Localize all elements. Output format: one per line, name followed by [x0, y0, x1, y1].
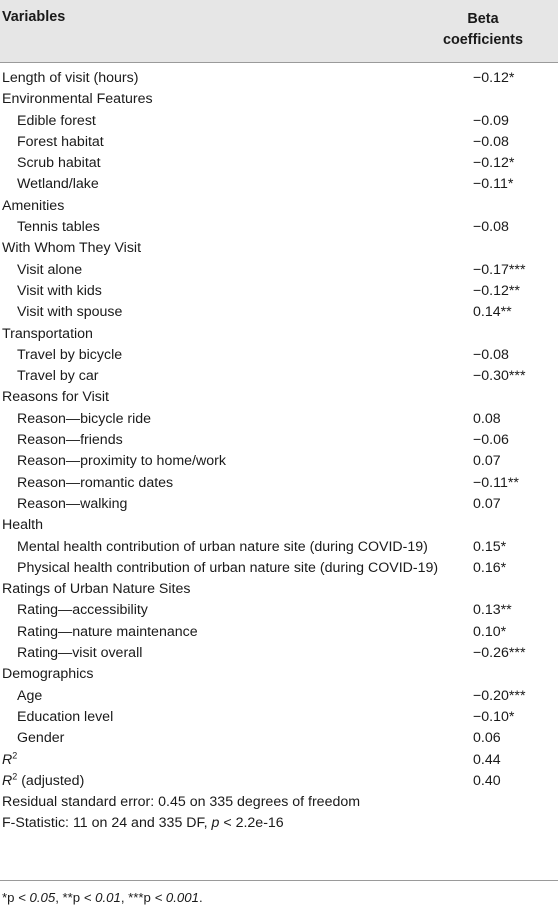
section-heading: Ratings of Urban Nature Sites [2, 581, 191, 598]
beta-value: −0.11* [473, 176, 514, 193]
section-heading-row [0, 196, 558, 217]
variable-label: Physical health contribution of urban nature site (during COVID-19) [17, 559, 439, 576]
variable-label: Rating—nature maintenance [17, 623, 198, 640]
beta-value: −0.11** [473, 474, 519, 491]
section-heading: Reasons for Visit [2, 389, 109, 406]
variable-label: Edible forest [17, 112, 96, 129]
section-heading-row [0, 89, 558, 110]
table-body [0, 68, 558, 835]
variable-label: Gender [17, 730, 65, 747]
variable-label: Travel by car [17, 368, 99, 385]
section-heading-row [0, 515, 558, 536]
beta-value: −0.20*** [473, 687, 526, 704]
variable-label: Visit alone [17, 261, 83, 278]
beta-value: 0.07 [473, 453, 501, 470]
variable-row [0, 260, 558, 281]
beta-value: −0.10* [473, 708, 515, 725]
r2-value: 0.44 [473, 751, 501, 768]
variable-label: Wetland/lake [17, 176, 99, 193]
residual-text: Residual standard error: 0.45 on 335 degrees of freedom [2, 794, 361, 811]
variable-row [0, 302, 558, 323]
variable-label: Reason—friends [17, 432, 123, 449]
fn-end: . [198, 890, 203, 905]
variable-row [0, 643, 558, 664]
variable-row [0, 622, 558, 643]
variable-label: Travel by bicycle [17, 346, 123, 363]
variable-row [0, 707, 558, 728]
significance-footnote [2, 890, 203, 905]
variable-label: Rating—accessibility [17, 602, 148, 619]
fn-level-1: < 0.05 [18, 890, 56, 905]
r2-row [0, 750, 558, 771]
variable-row [0, 600, 558, 621]
fn-level-2: < 0.01 [83, 890, 121, 905]
r2-adjusted-row [0, 771, 558, 792]
variable-row [0, 132, 558, 153]
variable-label: Rating—visit overall [17, 645, 143, 662]
variable-row [0, 68, 558, 89]
variable-label: Reason—walking [17, 495, 128, 512]
r2-adjusted-label [0, 771, 440, 792]
variable-label: Scrub habitat [17, 155, 101, 172]
section-heading: Health [2, 517, 44, 534]
variable-label: Visit with spouse [17, 304, 123, 321]
r2-adjusted-symbol: R [2, 772, 13, 789]
section-heading-row [0, 324, 558, 345]
beta-value: 0.13** [473, 602, 512, 619]
variable-row [0, 686, 558, 707]
variable-row [0, 430, 558, 451]
variable-row [0, 494, 558, 515]
beta-value: 0.06 [473, 730, 501, 747]
variable-label: Reason—romantic dates [17, 474, 174, 491]
beta-value: −0.12** [473, 282, 520, 299]
beta-value: −0.06 [473, 432, 509, 449]
section-heading-row [0, 387, 558, 408]
section-heading: Demographics [2, 666, 94, 683]
fn-part-2: , **p [55, 890, 84, 905]
beta-value: 0.07 [473, 495, 501, 512]
variable-label: Education level [17, 708, 114, 725]
residual-row [0, 792, 558, 813]
beta-value: 0.10* [473, 623, 507, 640]
variable-row [0, 558, 558, 579]
header-beta-line1: Beta [467, 11, 499, 27]
beta-value: 0.14** [473, 304, 512, 321]
header-variables: Variables [2, 9, 66, 25]
variable-row [0, 174, 558, 195]
variable-row [0, 366, 558, 387]
fstat-prefix: F-Statistic: 11 on 24 and 335 DF, [2, 815, 212, 832]
beta-value: −0.12* [473, 70, 515, 86]
beta-value: 0.15* [473, 538, 507, 555]
r2-symbol: R [2, 751, 13, 768]
header-rule [0, 62, 558, 63]
fstat-text [0, 813, 556, 834]
variable-row [0, 345, 558, 366]
fn-part-3: , ***p [120, 890, 155, 905]
variable-label: Mental health contribution of urban nature site (during COVID-19) [17, 538, 428, 555]
fn-level-3: < 0.001 [154, 890, 199, 905]
fstat-row [0, 813, 558, 834]
variable-label: Reason—proximity to home/work [17, 453, 226, 470]
beta-value: 0.08 [473, 410, 501, 427]
section-heading-row [0, 664, 558, 685]
beta-value: −0.30*** [473, 368, 526, 385]
variable-row [0, 728, 558, 749]
section-heading: Environmental Features [2, 91, 153, 108]
variable-row [0, 537, 558, 558]
table-header [0, 0, 558, 62]
variable-row [0, 281, 558, 302]
variable-label: Length of visit (hours) [2, 70, 139, 86]
r2-adjusted-suffix: (adjusted) [17, 772, 85, 789]
fn-part-1: *p [2, 890, 19, 905]
beta-value: 0.16* [473, 559, 507, 576]
r2-label [0, 750, 440, 771]
variable-row [0, 409, 558, 430]
variable-row [0, 217, 558, 238]
beta-value: −0.12* [473, 155, 515, 172]
variable-label: Age [17, 687, 43, 704]
variable-row [0, 451, 558, 472]
fstat-suffix: < 2.2e-16 [219, 815, 284, 832]
r2-sup: 2 [12, 749, 18, 760]
variable-row [0, 153, 558, 174]
variable-label: Tennis tables [17, 219, 100, 236]
beta-value: −0.09 [473, 112, 509, 129]
beta-value: −0.08 [473, 219, 509, 236]
beta-value: −0.26*** [473, 645, 526, 662]
footer-rule [0, 880, 558, 881]
variable-row [0, 473, 558, 494]
section-heading-row [0, 579, 558, 600]
section-heading: Transportation [2, 325, 93, 342]
r2-adjusted-sup: 2 [12, 771, 18, 782]
variable-label: Reason—bicycle ride [17, 410, 152, 427]
section-heading: With Whom They Visit [2, 240, 142, 257]
section-heading: Amenities [2, 197, 65, 214]
beta-value: −0.08 [473, 133, 509, 150]
beta-value: −0.17*** [473, 261, 526, 278]
r2-adjusted-value: 0.40 [473, 772, 501, 789]
variable-label: Forest habitat [17, 133, 104, 150]
fstat-p: p [211, 815, 220, 832]
variable-row [0, 111, 558, 132]
header-beta-coefficients [428, 9, 538, 51]
section-heading-row [0, 238, 558, 259]
beta-value: −0.08 [473, 346, 509, 363]
variable-label: Visit with kids [17, 282, 102, 299]
header-beta-line2: coefficients [443, 32, 523, 48]
